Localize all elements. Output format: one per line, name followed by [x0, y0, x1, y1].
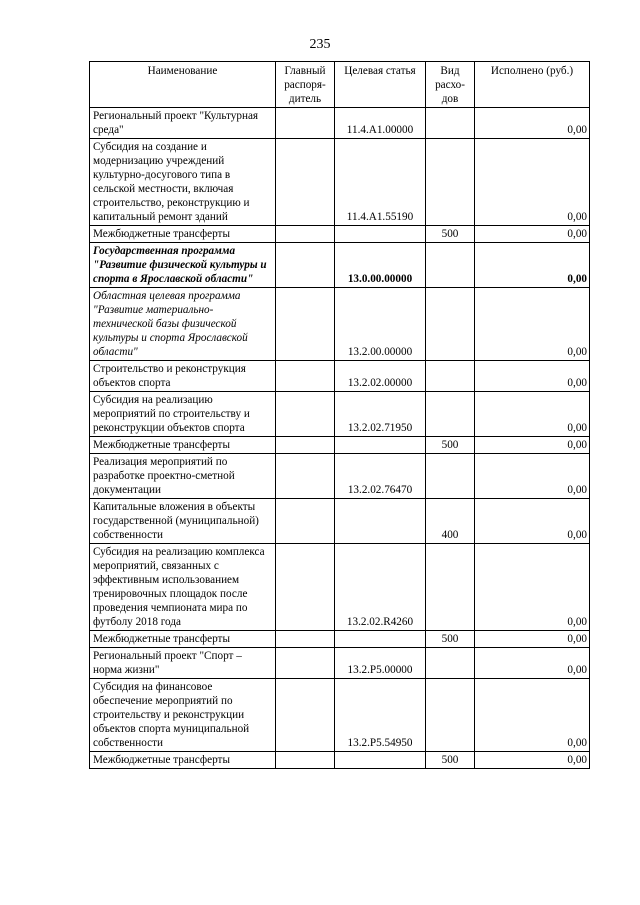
cell-executed: 0,00 — [475, 454, 590, 499]
cell-article — [335, 499, 426, 544]
cell-executed: 0,00 — [475, 648, 590, 679]
table-row — [90, 361, 590, 392]
cell-article: 11.4.А1.00000 — [335, 108, 426, 139]
table-row — [90, 108, 590, 139]
cell-article — [335, 631, 426, 648]
cell-manager — [276, 108, 335, 139]
table-body — [90, 108, 590, 769]
cell-manager — [276, 752, 335, 769]
cell-expense: 400 — [426, 499, 475, 544]
cell-expense: 500 — [426, 226, 475, 243]
cell-expense: 500 — [426, 752, 475, 769]
table-row — [90, 631, 590, 648]
table-row — [90, 226, 590, 243]
cell-article: 11.4.А1.55190 — [335, 139, 426, 226]
table-row — [90, 139, 590, 226]
cell-executed: 0,00 — [475, 499, 590, 544]
page-number: 235 — [309, 37, 331, 52]
cell-article: 13.2.00.00000 — [335, 288, 426, 361]
cell-expense — [426, 544, 475, 631]
cell-manager — [276, 648, 335, 679]
table-row — [90, 243, 590, 288]
column-header-name: Наименование — [90, 62, 276, 108]
cell-expense — [426, 139, 475, 226]
cell-expense — [426, 679, 475, 752]
cell-executed: 0,00 — [475, 108, 590, 139]
table-header-row — [90, 62, 590, 108]
cell-expense — [426, 243, 475, 288]
cell-article: 13.2.Р5.54950 — [335, 679, 426, 752]
table-row — [90, 288, 590, 361]
cell-name: Субсидия на создание и модернизацию учреждений культурно-досугового типа в сельской местности, включая строительство, реконструкцию и капитальный ремонт зданий — [90, 139, 276, 226]
cell-executed: 0,00 — [475, 392, 590, 437]
cell-name: Строительство и реконструкция объектов спорта — [90, 361, 276, 392]
cell-manager — [276, 544, 335, 631]
table-row — [90, 499, 590, 544]
cell-manager — [276, 631, 335, 648]
cell-article — [335, 226, 426, 243]
budget-table — [89, 61, 590, 769]
cell-article: 13.2.Р5.00000 — [335, 648, 426, 679]
cell-article: 13.2.02.76470 — [335, 454, 426, 499]
cell-executed: 0,00 — [475, 226, 590, 243]
cell-name: Межбюджетные трансферты — [90, 631, 276, 648]
cell-article: 13.2.02.00000 — [335, 361, 426, 392]
cell-name: Субсидия на финансовое обеспечение мероприятий по строительству и реконструкции объектов спорта муниципальной собственности — [90, 679, 276, 752]
cell-executed: 0,00 — [475, 437, 590, 454]
table-row — [90, 392, 590, 437]
cell-executed: 0,00 — [475, 243, 590, 288]
cell-name: Региональный проект "Культурная среда" — [90, 108, 276, 139]
cell-manager — [276, 139, 335, 226]
cell-manager — [276, 499, 335, 544]
cell-article: 13.2.02.71950 — [335, 392, 426, 437]
column-header-manager: Главный распоря-дитель — [276, 62, 335, 108]
cell-name: Межбюджетные трансферты — [90, 752, 276, 769]
cell-name: Капитальные вложения в объекты государственной (муниципальной) собственности — [90, 499, 276, 544]
table-row — [90, 454, 590, 499]
cell-name: Региональный проект "Спорт – норма жизни" — [90, 648, 276, 679]
cell-name: Областная целевая программа "Развитие материально-технической базы физической культуры и спорта Ярославской области" — [90, 288, 276, 361]
cell-manager — [276, 243, 335, 288]
cell-executed: 0,00 — [475, 679, 590, 752]
cell-executed: 0,00 — [475, 288, 590, 361]
table-row — [90, 679, 590, 752]
cell-executed: 0,00 — [475, 631, 590, 648]
cell-expense — [426, 108, 475, 139]
cell-article — [335, 437, 426, 454]
cell-name: Межбюджетные трансферты — [90, 226, 276, 243]
cell-name: Субсидия на реализацию комплекса мероприятий, связанных с эффективным использованием тренировочных площадок после проведения чемпионата мира по футболу 2018 года — [90, 544, 276, 631]
cell-expense — [426, 288, 475, 361]
column-header-article: Целевая статья — [335, 62, 426, 108]
table-row — [90, 437, 590, 454]
cell-manager — [276, 226, 335, 243]
table-row — [90, 544, 590, 631]
cell-manager — [276, 288, 335, 361]
cell-expense — [426, 361, 475, 392]
cell-article: 13.2.02.R4260 — [335, 544, 426, 631]
cell-expense — [426, 648, 475, 679]
column-header-executed: Исполнено (руб.) — [475, 62, 590, 108]
cell-name: Субсидия на реализацию мероприятий по строительству и реконструкции объектов спорта — [90, 392, 276, 437]
cell-expense: 500 — [426, 437, 475, 454]
cell-expense — [426, 392, 475, 437]
cell-manager — [276, 392, 335, 437]
cell-expense: 500 — [426, 631, 475, 648]
cell-name: Межбюджетные трансферты — [90, 437, 276, 454]
cell-executed: 0,00 — [475, 544, 590, 631]
cell-executed: 0,00 — [475, 752, 590, 769]
cell-manager — [276, 679, 335, 752]
cell-article: 13.0.00.00000 — [335, 243, 426, 288]
column-header-expense: Вид расхо-дов — [426, 62, 475, 108]
cell-manager — [276, 437, 335, 454]
cell-name: Государственная программа "Развитие физической культуры и спорта в Ярославской области" — [90, 243, 276, 288]
cell-executed: 0,00 — [475, 361, 590, 392]
table-row — [90, 648, 590, 679]
cell-manager — [276, 361, 335, 392]
cell-article — [335, 752, 426, 769]
table-row — [90, 752, 590, 769]
cell-name: Реализация мероприятий по разработке проектно-сметной документации — [90, 454, 276, 499]
cell-executed: 0,00 — [475, 139, 590, 226]
cell-manager — [276, 454, 335, 499]
cell-expense — [426, 454, 475, 499]
